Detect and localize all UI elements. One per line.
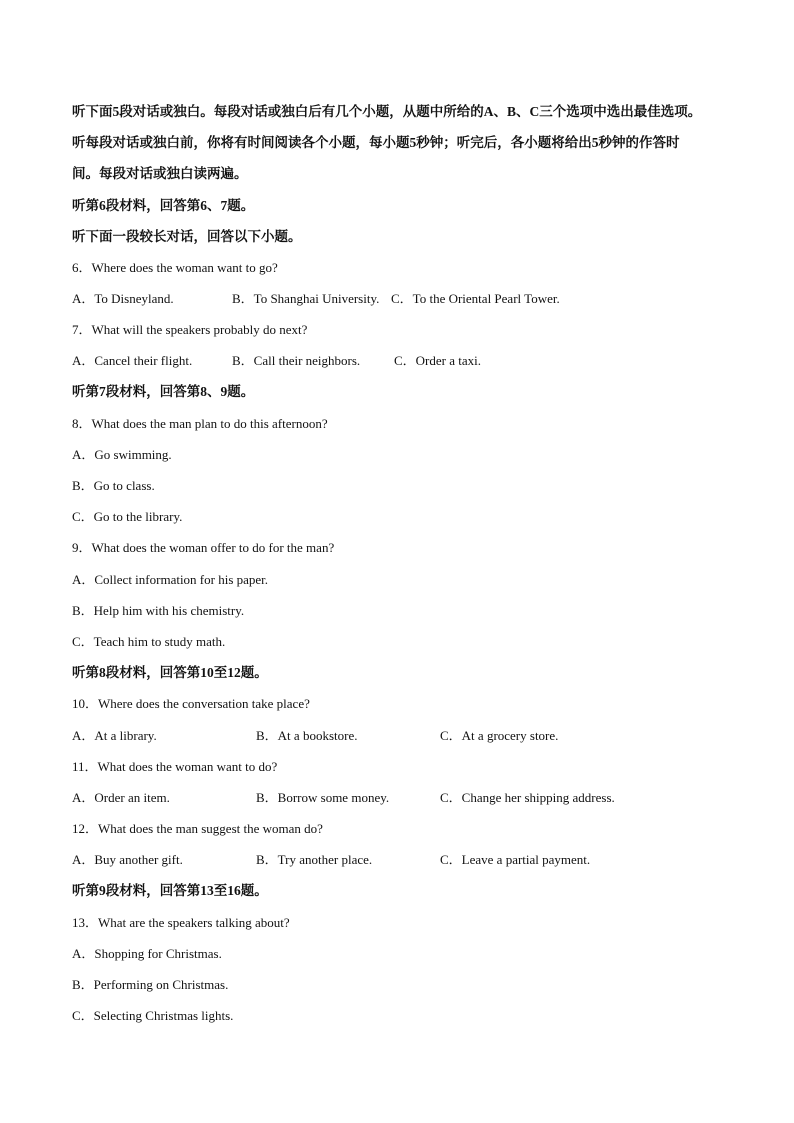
- option-6a: A．To Disneyland.: [72, 291, 174, 306]
- instruction-line-3: 间。每段对话或独白读两遍。: [72, 166, 248, 181]
- option-9c: C．Teach him to study math.: [72, 634, 226, 649]
- option-13c: C．Selecting Christmas lights.: [72, 1008, 234, 1023]
- option-11b: B．Borrow some money.: [256, 790, 390, 805]
- option-6b: B．To Shanghai University.: [232, 291, 380, 306]
- instruction-line-1: 听下面5段对话或独白。每段对话或独白后有几个小题，从题中所给的A、B、C三个选项中选出最佳选项。: [72, 104, 702, 119]
- question-stem-12: 12．What does the man suggest the woman do?: [72, 821, 323, 836]
- option-11a: A．Order an item.: [72, 790, 170, 805]
- instruction-line-2: 听每段对话或独白前，你将有时间阅读各个小题，每小题5秒钟；听完后，各小题将给出5秒钟的作答时: [72, 135, 680, 150]
- option-10b: B．At a bookstore.: [256, 728, 358, 743]
- option-10c: C．At a grocery store.: [440, 728, 559, 743]
- section-heading-6: 听第6段材料，回答第6、7题。: [72, 198, 255, 213]
- option-12a: A．Buy another gift.: [72, 852, 183, 867]
- question-stem-13: 13．What are the speakers talking about?: [72, 915, 290, 930]
- option-13a: A．Shopping for Christmas.: [72, 946, 222, 961]
- option-9a: A．Collect information for his paper.: [72, 572, 269, 587]
- option-7a: A．Cancel their flight.: [72, 353, 193, 368]
- question-stem-6: 6．Where does the woman want to go?: [72, 260, 278, 275]
- option-13b: B．Performing on Christmas.: [72, 977, 229, 992]
- section-heading-8: 听第8段材料，回答第10至12题。: [72, 665, 268, 680]
- option-6c: C．To the Oriental Pearl Tower.: [391, 291, 560, 306]
- question-stem-10: 10．Where does the conversation take place?: [72, 696, 310, 711]
- option-11c: C．Change her shipping address.: [440, 790, 615, 805]
- option-12b: B．Try another place.: [256, 852, 373, 867]
- option-7b: B．Call their neighbors.: [232, 353, 361, 368]
- option-8a: A．Go swimming.: [72, 447, 172, 462]
- option-8b: B．Go to class.: [72, 478, 155, 493]
- question-stem-9: 9．What does the woman offer to do for the man?: [72, 540, 335, 555]
- option-12c: C．Leave a partial payment.: [440, 852, 591, 867]
- section-heading-9: 听第9段材料，回答第13至16题。: [72, 883, 268, 898]
- option-7c: C．Order a taxi.: [394, 353, 482, 368]
- question-stem-7: 7．What will the speakers probably do next?: [72, 322, 308, 337]
- section-subheading-6: 听下面一段较长对话，回答以下小题。: [72, 229, 302, 244]
- section-heading-7: 听第7段材料，回答第8、9题。: [72, 384, 255, 399]
- option-9b: B．Help him with his chemistry.: [72, 603, 245, 618]
- question-stem-11: 11．What does the woman want to do?: [72, 759, 278, 774]
- option-8c: C．Go to the library.: [72, 509, 183, 524]
- question-stem-8: 8．What does the man plan to do this afternoon?: [72, 416, 328, 431]
- option-10a: A．At a library.: [72, 728, 157, 743]
